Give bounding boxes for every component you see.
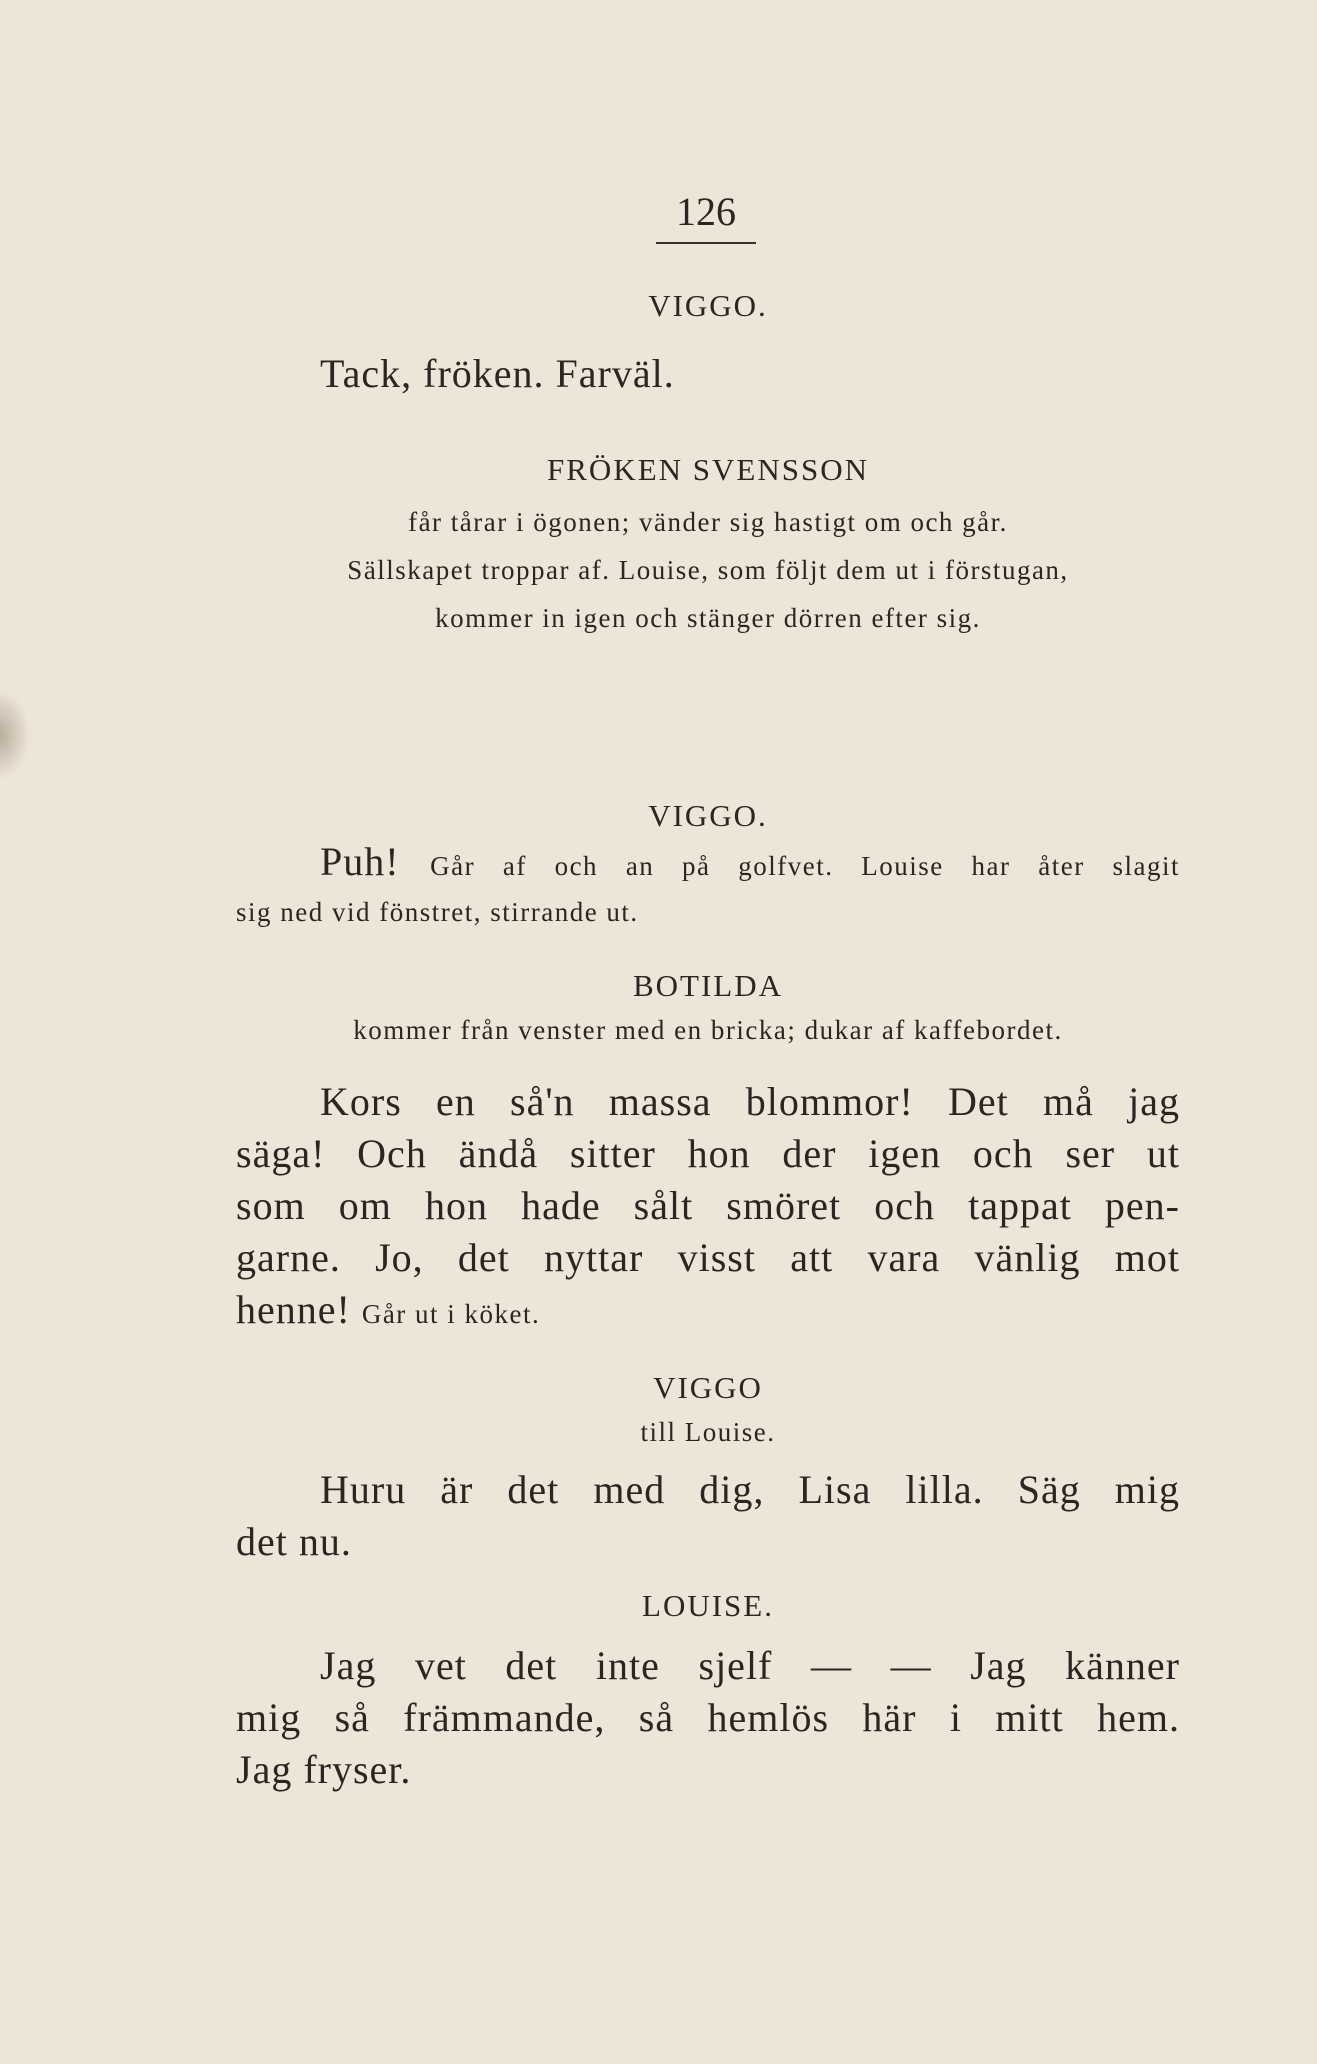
stage-direction-inline: Går af och an på golfvet. Louise har åter slagit: [430, 851, 1181, 881]
speech-line: Jag fryser.: [236, 1747, 412, 1792]
speech-line: Tack, fröken. Farväl.: [320, 351, 675, 396]
block-viggo-3: [236, 1368, 1180, 1456]
speech-line: det nu.: [236, 1519, 352, 1564]
speech-line: mig så främmande, så hemlös här i mitt hem.: [236, 1695, 1180, 1740]
speech-line: Jag vet det inte sjelf — — Jag känner: [320, 1643, 1180, 1688]
speech-word: henne!: [236, 1287, 351, 1332]
speaker-name: VIGGO.: [648, 288, 768, 323]
speech-line: som om hon hade sålt smöret och tappat pen-: [236, 1183, 1180, 1228]
speech-viggo-1: [236, 348, 1180, 400]
speech-line: Kors en så'n massa blommor! Det må jag: [320, 1079, 1180, 1124]
speech-line: garne. Jo, det nyttar visst att vara vänlig mot: [236, 1235, 1180, 1280]
page-number-rule: [656, 242, 756, 244]
stage-direction-line: till Louise.: [640, 1417, 776, 1447]
block-froken-svensson: [236, 450, 1180, 642]
speech-botilda: [236, 1076, 1180, 1340]
stage-direction-line: får tårar i ögonen; vänder sig hastigt om och går.: [408, 507, 1008, 537]
stage-direction-line: Sällskapet troppar af. Louise, som följt dem ut i förstugan,: [347, 555, 1069, 585]
speaker-name: FRÖKEN SVENSSON: [547, 452, 869, 487]
block-viggo-1: [236, 286, 1180, 326]
speaker-name: VIGGO: [653, 1370, 763, 1405]
page-edge-shadow: [0, 690, 30, 780]
speaker-name: VIGGO.: [648, 798, 768, 833]
stage-direction-line: kommer från venster med en bricka; dukar af kaffebordet.: [353, 1015, 1063, 1045]
speech-louise: [236, 1640, 1180, 1796]
speech-line: Huru är det med dig, Lisa lilla. Säg mig: [320, 1467, 1180, 1512]
speech-viggo-2: [236, 836, 1180, 932]
stage-direction-inline: Går ut i köket.: [361, 1299, 541, 1329]
speech-viggo-3: [236, 1464, 1180, 1568]
block-louise: [236, 1586, 1180, 1626]
block-viggo-2: [236, 796, 1180, 836]
stage-direction-inline: sig ned vid fönstret, stirrande ut.: [236, 897, 639, 927]
stage-direction-line: kommer in igen och stänger dörren efter sig.: [435, 603, 981, 633]
speech-line: säga! Och ändå sitter hon der igen och ser ut: [236, 1131, 1180, 1176]
speaker-name: LOUISE.: [642, 1588, 774, 1623]
speaker-name: BOTILDA: [632, 968, 784, 1003]
speech-word: Puh!: [320, 839, 400, 884]
page-number: 126: [676, 189, 736, 234]
block-botilda: [236, 966, 1180, 1054]
